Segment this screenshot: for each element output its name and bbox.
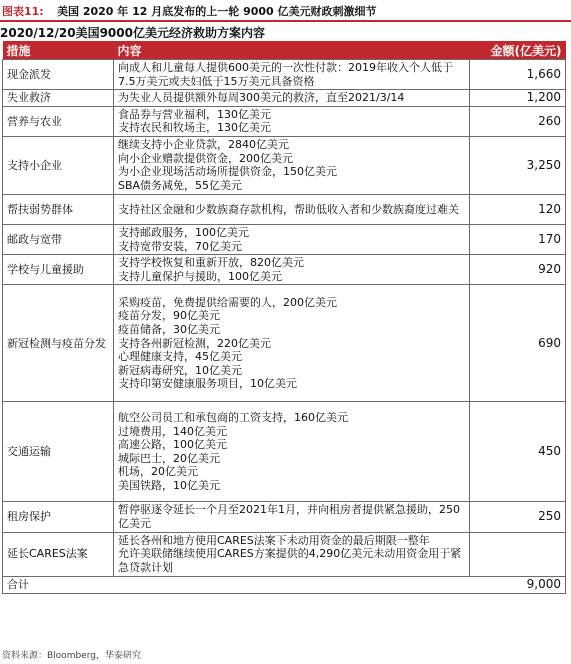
row-content [114, 532, 470, 576]
content-line: 继续支持小企业贷款，2840亿美元 [118, 138, 289, 152]
row-content [114, 224, 470, 254]
total-amount: 9,000 [470, 576, 566, 593]
total-label: 合计 [3, 576, 470, 593]
table-row [3, 106, 566, 136]
row-amount: 690 [470, 285, 566, 402]
content-line: 新冠病毒研究，10亿美元 [118, 363, 242, 377]
row-content [114, 402, 470, 502]
row-amount [470, 532, 566, 576]
row-measure: 新冠检测与疫苗分发 [3, 285, 114, 402]
row-content [114, 285, 470, 402]
row-content [114, 136, 470, 194]
content-line: 支持印第安健康服务项目，10亿美元 [118, 377, 297, 391]
content-line: 食品券与营业福利，130亿美元 [118, 107, 271, 121]
row-measure: 租房保护 [3, 502, 114, 532]
table-header-row [3, 41, 566, 60]
content-line: 向成人和儿童每人提供600美元的一次性付款：2019年收入个人低于7.5万美元或夫妇低于15万美元具备资格 [118, 61, 453, 88]
row-measure: 失业救济 [3, 90, 114, 107]
row-content [114, 502, 470, 532]
row-amount: 920 [470, 255, 566, 285]
table-row [3, 194, 566, 224]
row-measure: 邮政与宽带 [3, 224, 114, 254]
content-line: 支持学校恢复和重新开放，820亿美元 [118, 256, 304, 270]
row-content [114, 90, 470, 107]
content-line: 城际巴士，20亿美元 [118, 451, 220, 465]
table-row [3, 285, 566, 402]
content-line: 美国铁路，10亿美元 [118, 479, 220, 493]
row-measure: 学校与儿童援助 [3, 255, 114, 285]
header-amount: 金额(亿美元) [470, 41, 566, 60]
row-content [114, 194, 470, 224]
content-line: 采购疫苗，免费提供给需要的人，200亿美元 [118, 295, 337, 309]
content-line: 机场，20亿美元 [118, 465, 198, 479]
row-amount: 120 [470, 194, 566, 224]
table-row [3, 90, 566, 107]
row-amount: 250 [470, 502, 566, 532]
figure-title: 美国 2020 年 12 月底发布的上一轮 9000 亿美元财政刺激细节 [57, 5, 377, 18]
content-line: 支持宽带安装，70亿美元 [118, 239, 242, 253]
table-row [3, 136, 566, 194]
table-row [3, 60, 566, 90]
row-amount: 3,250 [470, 136, 566, 194]
stimulus-table [2, 41, 566, 594]
row-amount: 1,660 [470, 60, 566, 90]
row-content [114, 255, 470, 285]
content-line: 航空公司员工和承包商的工资支持，160亿美元 [118, 411, 348, 425]
row-amount: 1,200 [470, 90, 566, 107]
row-measure: 延长CARES法案 [3, 532, 114, 576]
content-line: 支持社区金融和少数族裔存款机构，帮助低收入者和少数族裔度过难关 [118, 202, 459, 216]
table-row [3, 224, 566, 254]
row-amount: 450 [470, 402, 566, 502]
content-line: SBA债务减免，55亿美元 [118, 179, 243, 193]
content-line: 支持邮政服务，100亿美元 [118, 225, 249, 239]
table-body [3, 60, 566, 594]
figure-title-bar [0, 0, 571, 22]
content-line: 延长各州和地方使用CARES法案下未动用资金的最后期限一整年 [118, 533, 430, 547]
row-measure: 现金派发 [3, 60, 114, 90]
content-line: 允许美联储继续使用CARES方案提供的4,290亿美元未动用资金用于紧急贷款计划 [118, 547, 462, 574]
row-measure: 帮扶弱势群体 [3, 194, 114, 224]
source-note: 资料来源：Bloomberg，华泰研究 [2, 651, 141, 661]
content-line: 为失业人员提供额外每周300美元的救济，直至2021/3/14 [118, 91, 405, 105]
table-row [3, 502, 566, 532]
row-amount: 170 [470, 224, 566, 254]
table-row [3, 255, 566, 285]
row-content [114, 106, 470, 136]
row-content [114, 60, 470, 90]
content-line: 向小企业赠款提供资金，200亿美元 [118, 151, 293, 165]
content-line: 疫苗分发，90亿美元 [118, 309, 220, 323]
table-title: 2020/12/20美国9000亿美元经济救助方案内容 [0, 26, 265, 40]
table-row [3, 402, 566, 502]
figure-label: 图表11: [2, 5, 44, 18]
content-line: 过境费用，140亿美元 [118, 424, 227, 438]
header-content: 内容 [114, 41, 470, 60]
content-line: 为小企业现场活动场所提供资金，150亿美元 [118, 165, 337, 179]
content-line: 支持各州新冠检测，220亿美元 [118, 336, 271, 350]
row-measure: 交通运输 [3, 402, 114, 502]
content-line: 暂停驱逐令延长一个月至2021年1月，并向租房者提供紧急援助，250亿美元 [118, 503, 460, 530]
table-row [3, 532, 566, 576]
content-line: 疫苗储备，30亿美元 [118, 322, 220, 336]
content-line: 高速公路，100亿美元 [118, 438, 227, 452]
row-measure: 营养与农业 [3, 106, 114, 136]
content-line: 支持农民和牧场主，130亿美元 [118, 121, 271, 135]
total-row [3, 576, 566, 593]
row-measure: 支持小企业 [3, 136, 114, 194]
content-line: 心理健康支持，45亿美元 [118, 350, 242, 364]
header-measure: 措施 [3, 41, 114, 60]
row-amount: 260 [470, 106, 566, 136]
content-line: 支持儿童保护与援助，100亿美元 [118, 269, 282, 283]
